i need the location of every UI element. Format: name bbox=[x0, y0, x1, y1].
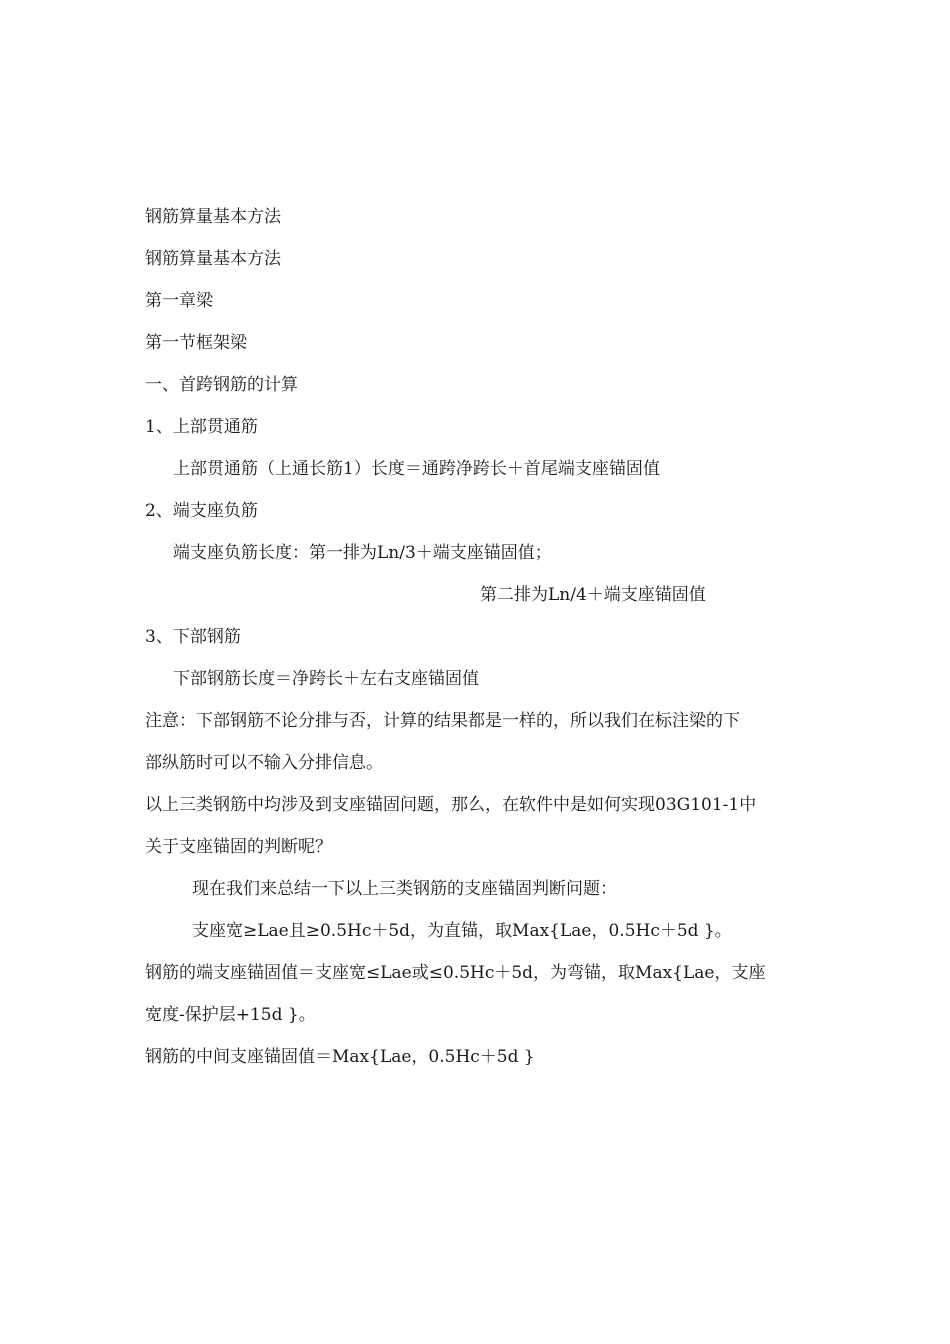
document-body bbox=[145, 196, 813, 1078]
rule-bent-anchor-line-2: 宽度-保护层+15d }。 bbox=[145, 1005, 316, 1025]
part-heading: 一、首跨钢筋的计算 bbox=[145, 375, 298, 395]
item-body-bottom-rebar: 下部钢筋长度＝净跨长＋左右支座锚固值 bbox=[173, 669, 479, 689]
item-body-end-support-line2: 第二排为Ln/4＋端支座锚固值 bbox=[480, 585, 706, 605]
note-line-1: 注意：下部钢筋不论分排与否，计算的结果都是一样的，所以我们在标注梁的下 bbox=[145, 711, 740, 731]
rule-bent-anchor-line-1: 钢筋的端支座锚固值＝支座宽≤Lae或≤0.5Hc＋5d，为弯锚，取Max{Lae，支座 bbox=[145, 963, 766, 983]
item-heading-bottom-rebar: 3、下部钢筋 bbox=[145, 627, 241, 647]
document-title: 钢筋算量基本方法 bbox=[145, 207, 281, 227]
rule-straight-anchor: 支座宽≥Lae且≥0.5Hc＋5d，为直锚，取Max{Lae，0.5Hc＋5d }。 bbox=[192, 921, 732, 941]
question-line-2: 关于支座锚固的判断呢？ bbox=[145, 837, 332, 857]
chapter-heading: 第一章梁 bbox=[145, 291, 213, 311]
summary-intro: 现在我们来总结一下以上三类钢筋的支座锚固判断问题： bbox=[192, 879, 617, 899]
item-heading-end-support: 2、端支座负筋 bbox=[145, 501, 258, 521]
note-line-2: 部纵筋时可以不输入分排信息。 bbox=[145, 753, 383, 773]
question-line-1: 以上三类钢筋中均涉及到支座锚固问题，那么，在软件中是如何实现03G101-1中 bbox=[145, 795, 757, 815]
rule-middle-support: 钢筋的中间支座锚固值＝Max{Lae，0.5Hc＋5d } bbox=[145, 1047, 535, 1067]
document-subtitle: 钢筋算量基本方法 bbox=[145, 249, 281, 269]
item-body-top-rebar: 上部贯通筋（上通长筋1）长度＝通跨净跨长＋首尾端支座锚固值 bbox=[173, 459, 660, 479]
item-body-end-support-line1: 端支座负筋长度：第一排为Ln/3＋端支座锚固值； bbox=[173, 543, 552, 563]
section-heading: 第一节框架梁 bbox=[145, 333, 247, 353]
item-heading-top-rebar: 1、上部贯通筋 bbox=[145, 417, 258, 437]
